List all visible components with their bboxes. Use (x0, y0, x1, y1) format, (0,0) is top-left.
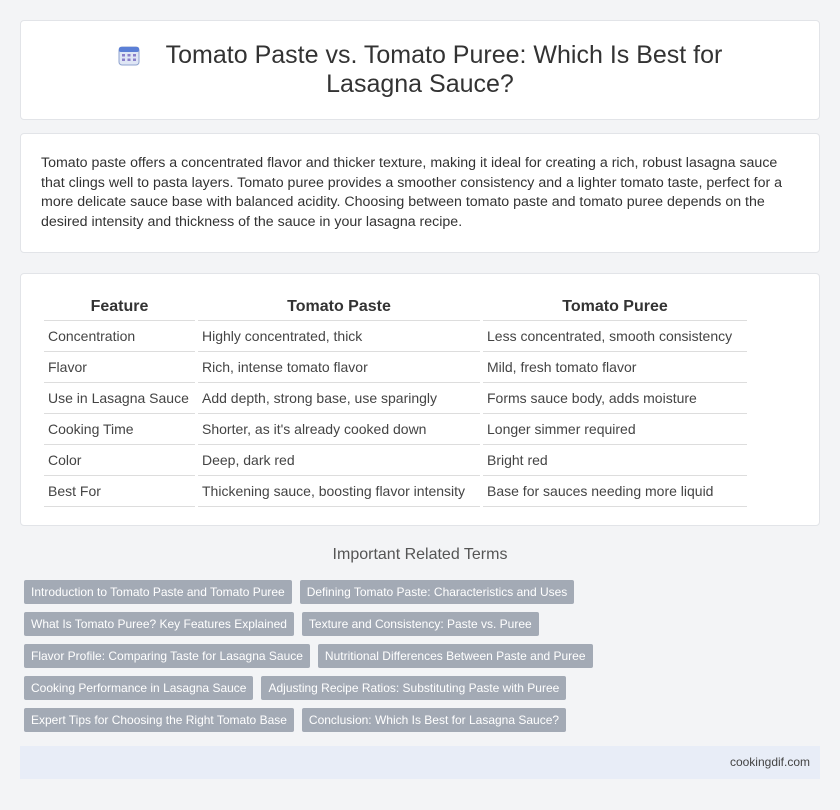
table-header-cell: Tomato Paste (198, 294, 480, 321)
related-term-tag[interactable]: Adjusting Recipe Ratios: Substituting Paste with Puree (261, 676, 566, 700)
related-term-tag[interactable]: Expert Tips for Choosing the Right Tomato Base (24, 708, 294, 732)
table-cell: Thickening sauce, boosting flavor intensity (198, 476, 480, 507)
related-term-tag[interactable]: Introduction to Tomato Paste and Tomato Puree (24, 580, 292, 604)
table-row (44, 476, 747, 507)
page-title-text: Tomato Paste vs. Tomato Puree: Which Is Best for Lasagna Sauce? (165, 41, 723, 98)
table-header-row (44, 294, 747, 321)
table-cell: Add depth, strong base, use sparingly (198, 383, 480, 414)
table-cell: Highly concentrated, thick (198, 321, 480, 352)
table-cell: Shorter, as it's already cooked down (198, 414, 480, 445)
intro-paragraph: Tomato paste offers a concentrated flavor and thicker texture, making it ideal for creating a rich, robust lasagna sauce that clings well to pasta layers. Tomato puree provides a smoother consistency and a lighter tomato taste, perfect for a more delicate sauce base with balanced acidity. Choosing between tomato paste and tomato puree depends on the desired intensity and thickness of the sauce in your lasagna recipe. (41, 155, 783, 230)
table-row (44, 383, 747, 414)
related-term-tag[interactable]: Texture and Consistency: Paste vs. Puree (302, 612, 539, 636)
calendar-icon (118, 44, 140, 66)
table-cell: Deep, dark red (198, 445, 480, 476)
page-title (80, 41, 760, 99)
intro-card (20, 133, 820, 253)
table-cell: Color (44, 445, 195, 476)
related-term-tag[interactable]: Conclusion: Which Is Best for Lasagna Sauce? (302, 708, 566, 732)
related-term-tag[interactable]: Cooking Performance in Lasagna Sauce (24, 676, 253, 700)
table-cell: Rich, intense tomato flavor (198, 352, 480, 383)
related-term-tag[interactable]: Defining Tomato Paste: Characteristics and Uses (300, 580, 575, 604)
table-cell: Base for sauces needing more liquid (483, 476, 747, 507)
related-terms-title: Important Related Terms (332, 546, 508, 563)
table-cell: Cooking Time (44, 414, 195, 445)
table-cell: Flavor (44, 352, 195, 383)
table-row (44, 445, 747, 476)
comparison-table (41, 294, 750, 507)
table-cell: Use in Lasagna Sauce (44, 383, 195, 414)
footer (20, 746, 820, 779)
table-cell: Less concentrated, smooth consistency (483, 321, 747, 352)
table-row (44, 321, 747, 352)
table-row (44, 352, 747, 383)
table-header-cell: Tomato Puree (483, 294, 747, 321)
footer-site-link[interactable]: cookingdif.com (729, 755, 810, 769)
table-cell: Forms sauce body, adds moisture (483, 383, 747, 414)
table-cell: Best For (44, 476, 195, 507)
header-card (20, 20, 820, 120)
table-row (44, 414, 747, 445)
table-cell: Concentration (44, 321, 195, 352)
related-term-tag[interactable]: Nutritional Differences Between Paste and Puree (318, 644, 593, 668)
comparison-table-card (20, 273, 820, 526)
table-cell: Bright red (483, 445, 747, 476)
related-term-tag[interactable]: What Is Tomato Puree? Key Features Explained (24, 612, 294, 636)
related-term-tag[interactable]: Flavor Profile: Comparing Taste for Lasagna Sauce (24, 644, 310, 668)
related-terms-list (24, 580, 824, 740)
table-header-cell: Feature (44, 294, 195, 321)
table-cell: Longer simmer required (483, 414, 747, 445)
table-cell: Mild, fresh tomato flavor (483, 352, 747, 383)
